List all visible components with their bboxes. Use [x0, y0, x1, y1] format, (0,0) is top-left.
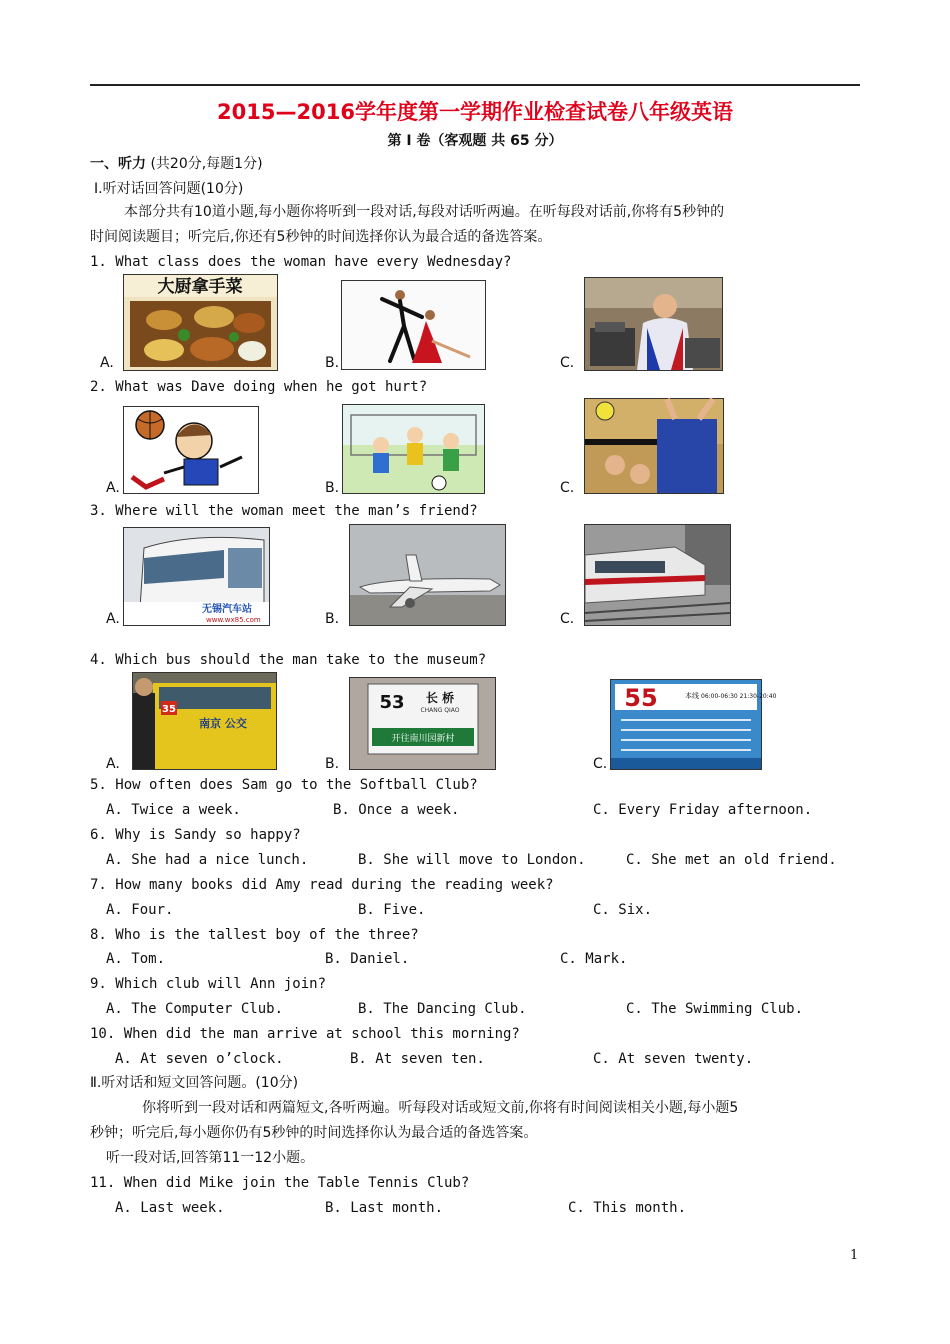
part-ii-instructions-line-1: 你将听到一段对话和两篇短文,各听两遍。听每段对话或短文前,你将有时间阅读相关小题,每小题5 — [142, 1100, 739, 1116]
sewing-class-image — [584, 277, 723, 371]
bus-station-image — [123, 527, 270, 626]
instructions-line-1: 本部分共有10道小题,每小题你将听到一段对话,每段对话听两遍。在听每段对话前,你将有5秒钟的 — [124, 204, 725, 220]
q11-option-b: B. Last month. — [325, 1200, 444, 1216]
q3-option-a: A. — [106, 611, 120, 627]
q2-option-b: B. — [325, 480, 340, 496]
part-ii-sub-instruction: 听一段对话,回答第11一12小题。 — [106, 1150, 315, 1166]
question-9: 9. Which club will Ann join? — [90, 976, 327, 992]
train-image — [584, 524, 731, 626]
q4-option-b: B. — [325, 756, 340, 772]
cooking-image — [123, 274, 278, 371]
volleyball-image — [584, 398, 724, 494]
section-heading-title: 一、听力 — [90, 156, 146, 172]
part-i-heading: Ⅰ.听对话回答问题(10分) — [94, 181, 244, 197]
sign55-number: 55 — [624, 684, 658, 712]
q7-option-b: B. Five. — [358, 902, 426, 918]
page-subtitle: 第 I 卷（客观题 共 65 分） — [387, 133, 563, 149]
q1-option-c: C. — [560, 355, 575, 371]
bus-stop-55-image — [610, 679, 777, 770]
sign53-name: 长 桥 — [425, 691, 455, 705]
bus-logo-text: 无锡汽车站 — [202, 604, 252, 615]
question-10: 10. When did the man arrive at school this morning? — [90, 1026, 520, 1042]
basketball-image — [123, 406, 259, 494]
q5-option-a: A. Twice a week. — [106, 802, 241, 818]
bus-url-text: www.wx85.com — [206, 616, 261, 624]
sign53-number: 53 — [379, 692, 405, 713]
q9-option-a: A. The Computer Club. — [106, 1001, 284, 1017]
q6-option-b: B. She will move to London. — [358, 852, 586, 868]
part-ii-heading: Ⅱ.听对话和短文回答问题。(10分) — [90, 1075, 299, 1091]
q5-option-b: B. Once a week. — [333, 802, 460, 818]
q8-option-a: A. Tom. — [106, 951, 166, 967]
sign53-pinyin: CHANG QIAO — [420, 707, 460, 714]
dancing-image — [341, 280, 486, 370]
page-title: 2015—2016学年度第一学期作业检查试卷八年级英语 — [217, 100, 733, 124]
q7-option-c: C. Six. — [593, 902, 653, 918]
header-rule — [90, 84, 860, 86]
question-8: 8. Who is the tallest boy of the three? — [90, 927, 419, 943]
q9-option-c: C. The Swimming Club. — [626, 1001, 804, 1017]
instructions-line-2: 时间阅读题目；听完后,你还有5秒钟的时间选择你认为最合适的备选答案。 — [90, 229, 552, 245]
part-ii-instructions-line-2: 秒钟；听完后,每小题你仍有5秒钟的时间选择你认为最合适的备选答案。 — [90, 1125, 538, 1141]
question-5: 5. How often does Sam go to the Softball Club? — [90, 777, 478, 793]
question-3: 3. Where will the woman meet the man’s friend? — [90, 503, 478, 519]
q1-option-a: A. — [100, 355, 114, 371]
question-7: 7. How many books did Amy read during the reading week? — [90, 877, 554, 893]
q6-option-c: C. She met an old friend. — [626, 852, 837, 868]
q2-option-c: C. — [560, 480, 575, 496]
q5-option-c: C. Every Friday afternoon. — [593, 802, 813, 818]
q10-option-a: A. At seven o’clock. — [115, 1051, 284, 1067]
q11-option-a: A. Last week. — [115, 1200, 225, 1216]
q8-option-c: C. Mark. — [560, 951, 628, 967]
q3-option-b: B. — [325, 611, 340, 627]
football-image — [342, 404, 485, 494]
q4-option-a: A. — [106, 756, 120, 772]
q2-option-a: A. — [106, 480, 120, 496]
q4-option-c: C. — [593, 756, 608, 772]
q9-option-b: B. The Dancing Club. — [358, 1001, 527, 1017]
section-heading-note: (共20分,每题1分) — [150, 156, 263, 172]
cooking-title: 大厨拿手菜 — [157, 277, 243, 297]
q1-option-b: B. — [325, 355, 340, 371]
q10-option-c: C. At seven twenty. — [593, 1051, 754, 1067]
section-heading — [90, 153, 263, 173]
q11-option-c: C. This month. — [568, 1200, 687, 1216]
airport-image — [349, 524, 506, 626]
question-4: 4. Which bus should the man take to the museum? — [90, 652, 487, 668]
q3-option-c: C. — [560, 611, 575, 627]
question-1: 1. What class does the woman have every Wednesday? — [90, 254, 512, 270]
question-2: 2. What was Dave doing when he got hurt? — [90, 379, 428, 395]
q10-option-b: B. At seven ten. — [350, 1051, 485, 1067]
question-11: 11. When did Mike join the Table Tennis Club? — [90, 1175, 470, 1191]
q6-option-a: A. She had a nice lunch. — [106, 852, 309, 868]
q8-option-b: B. Daniel. — [325, 951, 410, 967]
q7-option-a: A. Four. — [106, 902, 174, 918]
sign55-label: 本线 — [685, 692, 699, 700]
bus35-route: 南京 公交 — [199, 717, 247, 730]
question-6: 6. Why is Sandy so happy? — [90, 827, 301, 843]
page-number: 1 — [850, 1248, 859, 1263]
bus-35-image — [132, 672, 277, 770]
bus-stop-53-image — [349, 677, 496, 770]
bus35-number: 35 — [162, 704, 176, 715]
sign53-dest: 开往南川园新村 — [391, 734, 455, 744]
sign55-hours: 06:00-06:30 21:30-20:40 — [701, 693, 777, 700]
